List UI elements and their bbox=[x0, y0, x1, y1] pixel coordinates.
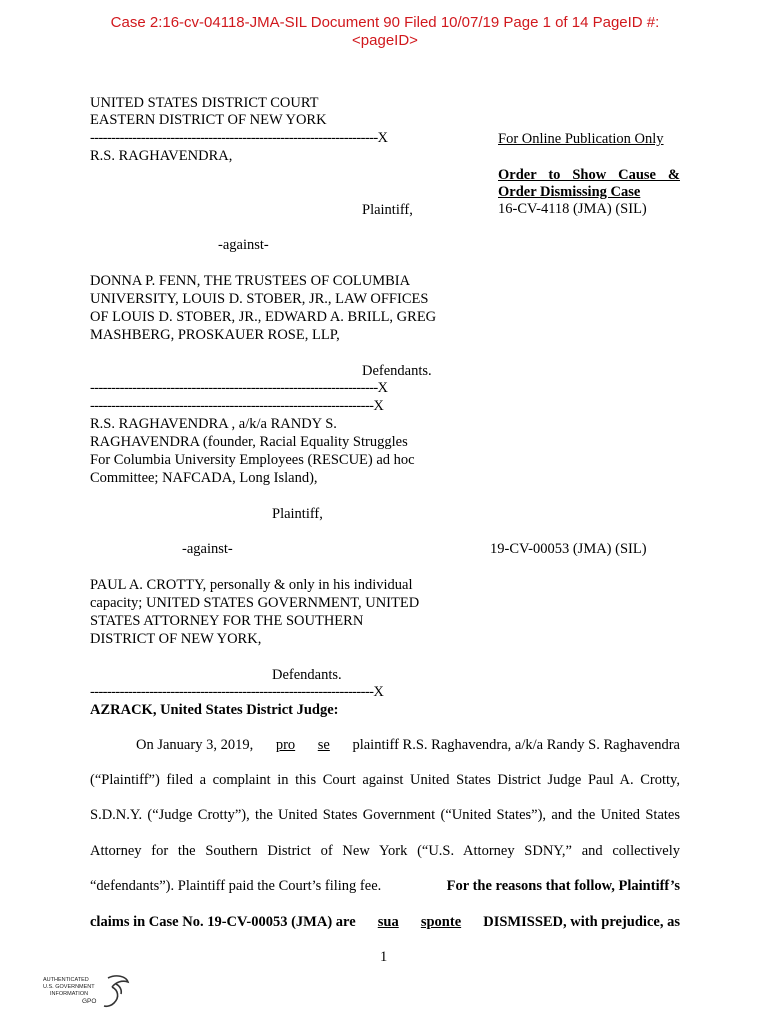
italic-term-pro: pro bbox=[275, 737, 296, 753]
case2-plaintiff-line: For Columbia University Employees (RESCUE) ad hoc bbox=[90, 452, 415, 468]
order-title-line2: Order Dismissing Case bbox=[498, 184, 641, 200]
logo-text: AUTHENTICATED bbox=[43, 977, 89, 983]
body-text: plaintiff R.S. Raghavendra, a/k/a Randy S. Raghavendra bbox=[352, 737, 680, 753]
body-line-5 bbox=[90, 878, 680, 895]
order-title-line1: Order to Show Cause & bbox=[498, 167, 680, 183]
case1-plaintiff: R.S. RAGHAVENDRA, bbox=[90, 148, 233, 164]
italic-term-sua: sua bbox=[377, 914, 399, 930]
body-bold-text: claims in Case No. 19-CV-00053 (JMA) are bbox=[90, 914, 356, 930]
case2-defendant-line: STATES ATTORNEY FOR THE SOUTHERN bbox=[90, 613, 364, 629]
body-text: On January 3, 2019, bbox=[136, 737, 254, 753]
case2-defendant-line: PAUL A. CROTTY, personally & only in his individual bbox=[90, 577, 413, 593]
case-number-2: 19-CV-00053 (JMA) (SIL) bbox=[490, 541, 647, 557]
case2-defendants-label: Defendants. bbox=[272, 667, 342, 683]
online-publication-note: For Online Publication Only bbox=[498, 131, 664, 147]
case1-defendant-line: UNIVERSITY, LOUIS D. STOBER, JR., LAW OFFICES bbox=[90, 291, 429, 307]
court-name: UNITED STATES DISTRICT COURT bbox=[90, 95, 319, 111]
page-id-placeholder: <pageID> bbox=[352, 32, 418, 49]
body-bold-text: For the reasons that follow, Plaintiff’s bbox=[446, 878, 680, 894]
body-line-1 bbox=[90, 737, 680, 754]
caption-divider: --------------------------------------------------------------------X bbox=[90, 130, 388, 146]
court-district: EASTERN DISTRICT OF NEW YORK bbox=[90, 112, 327, 128]
case2-against: -against- bbox=[182, 541, 233, 557]
body-line-2: (“Plaintiff”) filed a complaint in this Court against United States District Judge Paul A. Crotty, bbox=[90, 772, 680, 788]
gpo-authentication-logo bbox=[42, 972, 132, 1012]
case1-plaintiff-label: Plaintiff, bbox=[362, 202, 413, 218]
caption-divider: -------------------------------------------------------------------X bbox=[90, 684, 384, 700]
logo-text: GPO bbox=[82, 998, 97, 1005]
filing-header: Case 2:16-cv-04118-JMA-SIL Document 90 Filed 10/07/19 Page 1 of 14 PageID #: bbox=[110, 14, 660, 31]
caption-divider: --------------------------------------------------------------------X bbox=[90, 380, 388, 396]
logo-text: U.S. GOVERNMENT bbox=[43, 984, 95, 990]
judge-heading: AZRACK, United States District Judge: bbox=[90, 702, 339, 718]
italic-term-sponte: sponte bbox=[420, 914, 462, 930]
body-line-3: S.D.N.Y. (“Judge Crotty”), the United States Government (“United States”), and the United States bbox=[90, 807, 680, 823]
case2-plaintiff-label: Plaintiff, bbox=[272, 506, 323, 522]
case2-plaintiff-line: R.S. RAGHAVENDRA , a/k/a RANDY S. bbox=[90, 416, 337, 432]
case1-defendants-label: Defendants. bbox=[362, 363, 432, 379]
case2-plaintiff-line: Committee; NAFCADA, Long Island), bbox=[90, 470, 318, 486]
eagle-icon bbox=[104, 976, 128, 1006]
italic-term-se: se bbox=[317, 737, 330, 753]
case2-defendant-line: capacity; UNITED STATES GOVERNMENT, UNITED bbox=[90, 595, 420, 611]
case1-against: -against- bbox=[218, 237, 269, 253]
body-line-6 bbox=[90, 914, 680, 931]
case1-defendant-line: OF LOUIS D. STOBER, JR., EDWARD A. BRILL, GREG bbox=[90, 309, 437, 325]
logo-text: INFORMATION bbox=[50, 991, 89, 997]
body-bold-text: DISMISSED, with prejudice, as bbox=[483, 914, 680, 930]
case2-plaintiff-line: RAGHAVENDRA (founder, Racial Equality Struggles bbox=[90, 434, 408, 450]
caption-divider: -------------------------------------------------------------------X bbox=[90, 398, 384, 414]
case1-defendant-line: MASHBERG, PROSKAUER ROSE, LLP, bbox=[90, 327, 340, 343]
body-line-4: Attorney for the Southern District of New York (“U.S. Attorney SDNY,” and collectively bbox=[90, 843, 680, 859]
case2-defendant-line: DISTRICT OF NEW YORK, bbox=[90, 631, 262, 647]
case1-defendant-line: DONNA P. FENN, THE TRUSTEES OF COLUMBIA bbox=[90, 273, 411, 289]
body-text: “defendants”). Plaintiff paid the Court’s filing fee. bbox=[90, 878, 382, 894]
case-number-1: 16-CV-4118 (JMA) (SIL) bbox=[498, 201, 647, 217]
page-number: 1 bbox=[380, 949, 388, 965]
